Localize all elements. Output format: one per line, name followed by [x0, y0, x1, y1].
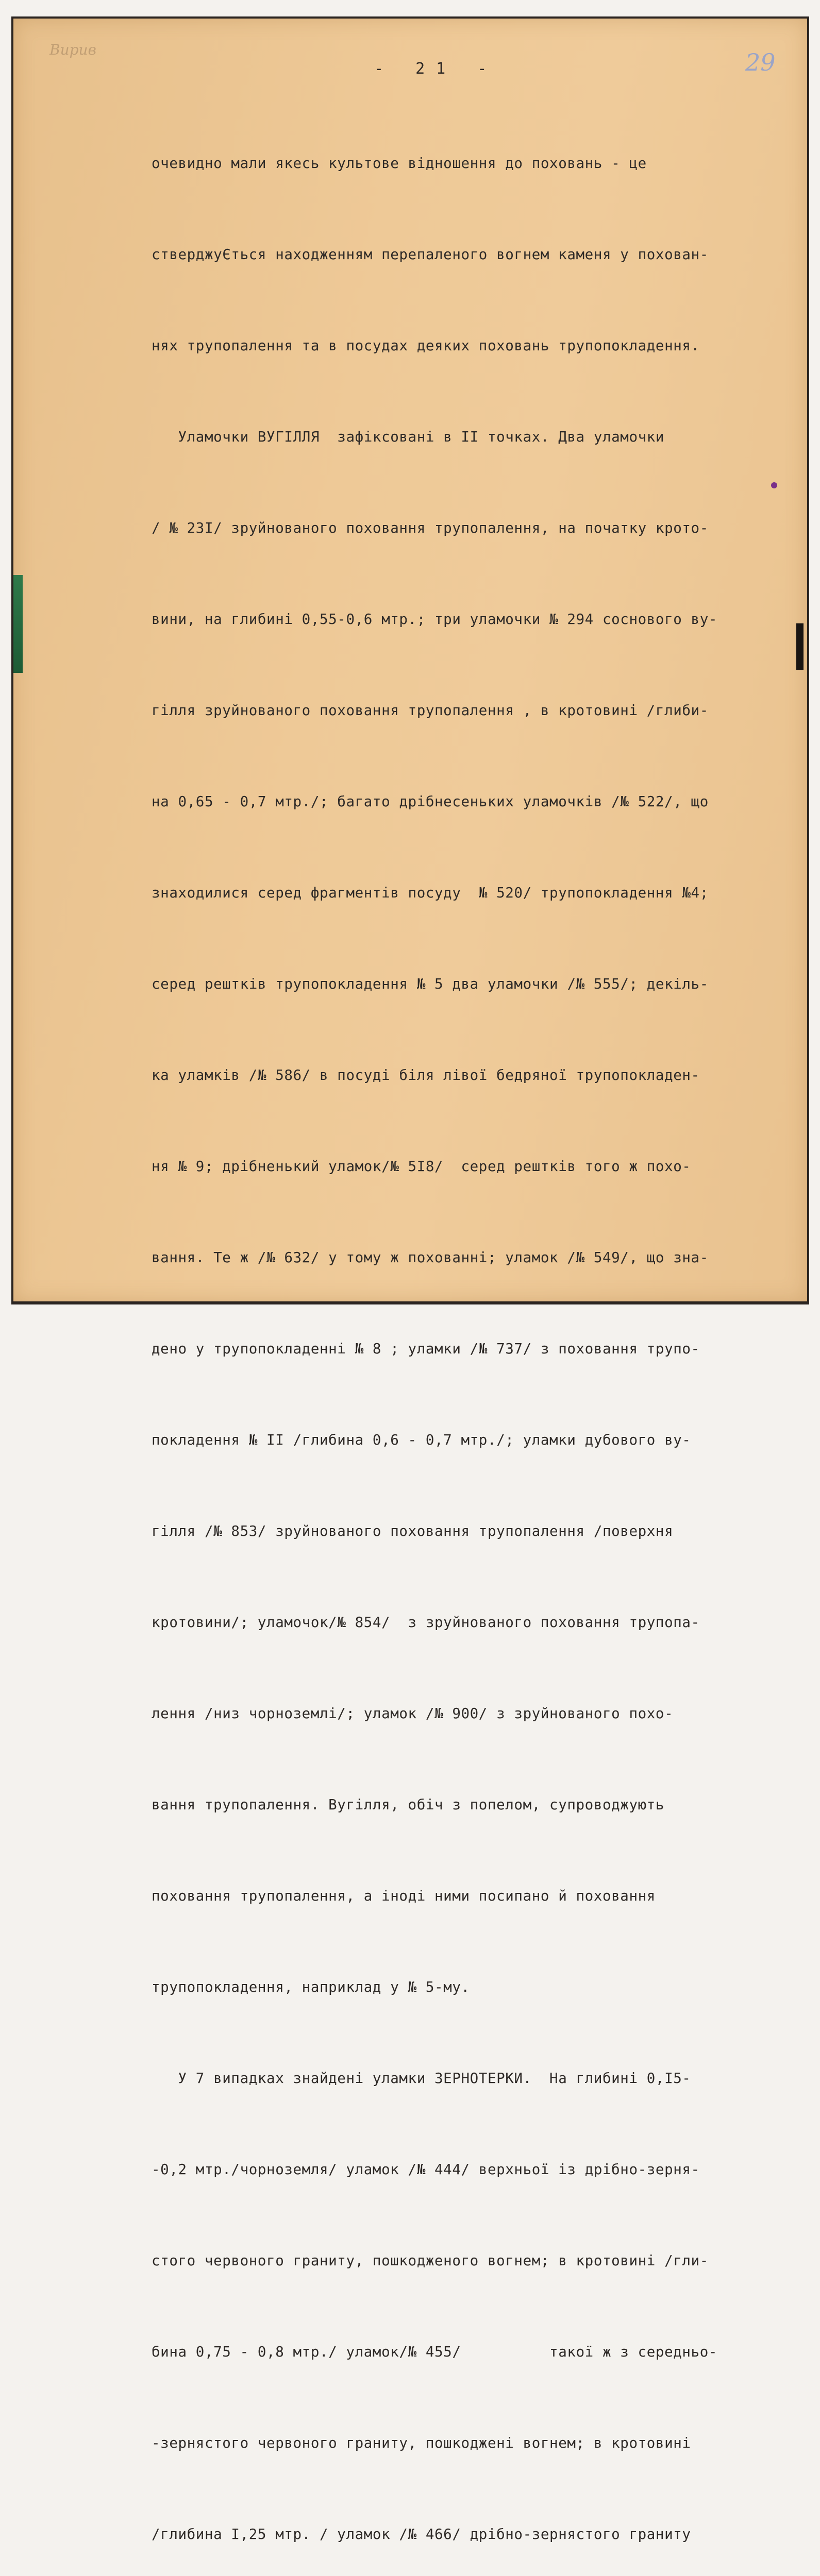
- typed-text-block: [152, 88, 796, 2576]
- text-line: ня № 9; дрібненький уламок/№ 5I8/ серед рештків того ж похо-: [152, 1158, 691, 1175]
- text-line: стого червоного граниту, пошкодженого вогнем; в кротовині /гли-: [152, 2252, 709, 2269]
- text-line: очевидно мали якесь культове відношення до поховань - це: [152, 155, 647, 172]
- text-line: гілля зруйнованого поховання трупопалення , в кротовині /глиби-: [152, 702, 709, 719]
- archive-number: 29: [745, 48, 776, 76]
- text-line: вання. Те ж /№ 632/ у тому ж похованні; уламок /№ 549/, що зна-: [152, 1249, 709, 1266]
- text-line: У 7 випадках знайдені уламки ЗЕРНОТЕРКИ. На глибині 0,I5-: [152, 2070, 691, 2087]
- text-line: кротовини/; уламочок/№ 854/ з зруйнованого поховання трупопа-: [152, 1614, 700, 1631]
- text-line: -0,2 мтр./чорноземля/ уламок /№ 444/ верхньої із дрібно-зерня-: [152, 2161, 700, 2178]
- text-line: покладення № II /глибина 0,6 - 0,7 мтр./; уламки дубового ву-: [152, 1432, 691, 1448]
- green-tab: [13, 575, 23, 673]
- text-line: лення /низ чорноземлі/; уламок /№ 900/ з зруйнованого похо-: [152, 1705, 674, 1722]
- text-line: дено у трупопокладенні № 8 ; уламки /№ 737/ з поховання трупо-: [152, 1341, 700, 1357]
- text-line: бина 0,75 - 0,8 мтр./ уламок/№ 455/ такої ж з середньо-: [152, 2344, 718, 2360]
- text-line: Уламочки ВУГІЛЛЯ зафіксовані в II точках. Два уламочки: [152, 429, 665, 445]
- text-line: поховання трупопалення, а іноді ними посипано й поховання: [152, 1888, 656, 1904]
- text-line: -зернястого червоного граниту, пошкоджені вогнем; в кротовині: [152, 2435, 691, 2451]
- edge-tape: [796, 623, 804, 670]
- text-line: / № 23I/ зруйнованого поховання трупопалення, на початку крото-: [152, 520, 709, 536]
- pencil-note: Вирив: [49, 41, 96, 58]
- text-line: вини, на глибині 0,55-0,6 мтр.; три уламочки № 294 соснового ву-: [152, 611, 718, 628]
- text-line: на 0,65 - 0,7 мтр./; багато дрібнесеньких уламочків /№ 522/, що: [152, 793, 709, 810]
- text-line: нях трупопалення та в посудах деяких поховань трупопокладення.: [152, 337, 700, 354]
- text-line: /глибина I,25 мтр. / уламок /№ 466/ дрібно-зернястого граниту: [152, 2526, 691, 2543]
- page-number: - 21 -: [374, 60, 498, 78]
- text-line: гілля /№ 853/ зруйнованого поховання трупопалення /поверхня: [152, 1523, 674, 1539]
- text-line: знаходилися серед фрагментів посуду № 520/ трупопокладення №4;: [152, 885, 709, 901]
- text-line: ка уламків /№ 586/ в посуді біля лівої бедряної трупопокладен-: [152, 1067, 700, 1083]
- text-line: серед рештків трупопокладення № 5 два уламочки /№ 555/; декіль-: [152, 976, 709, 992]
- text-line: стверджуЄться находженням перепаленого вогнем каменя у похован-: [152, 246, 709, 263]
- text-line: вання трупопалення. Вугілля, обіч з попелом, супроводжують: [152, 1797, 665, 1813]
- text-line: трупопокладення, наприклад у № 5-му.: [152, 1979, 470, 1995]
